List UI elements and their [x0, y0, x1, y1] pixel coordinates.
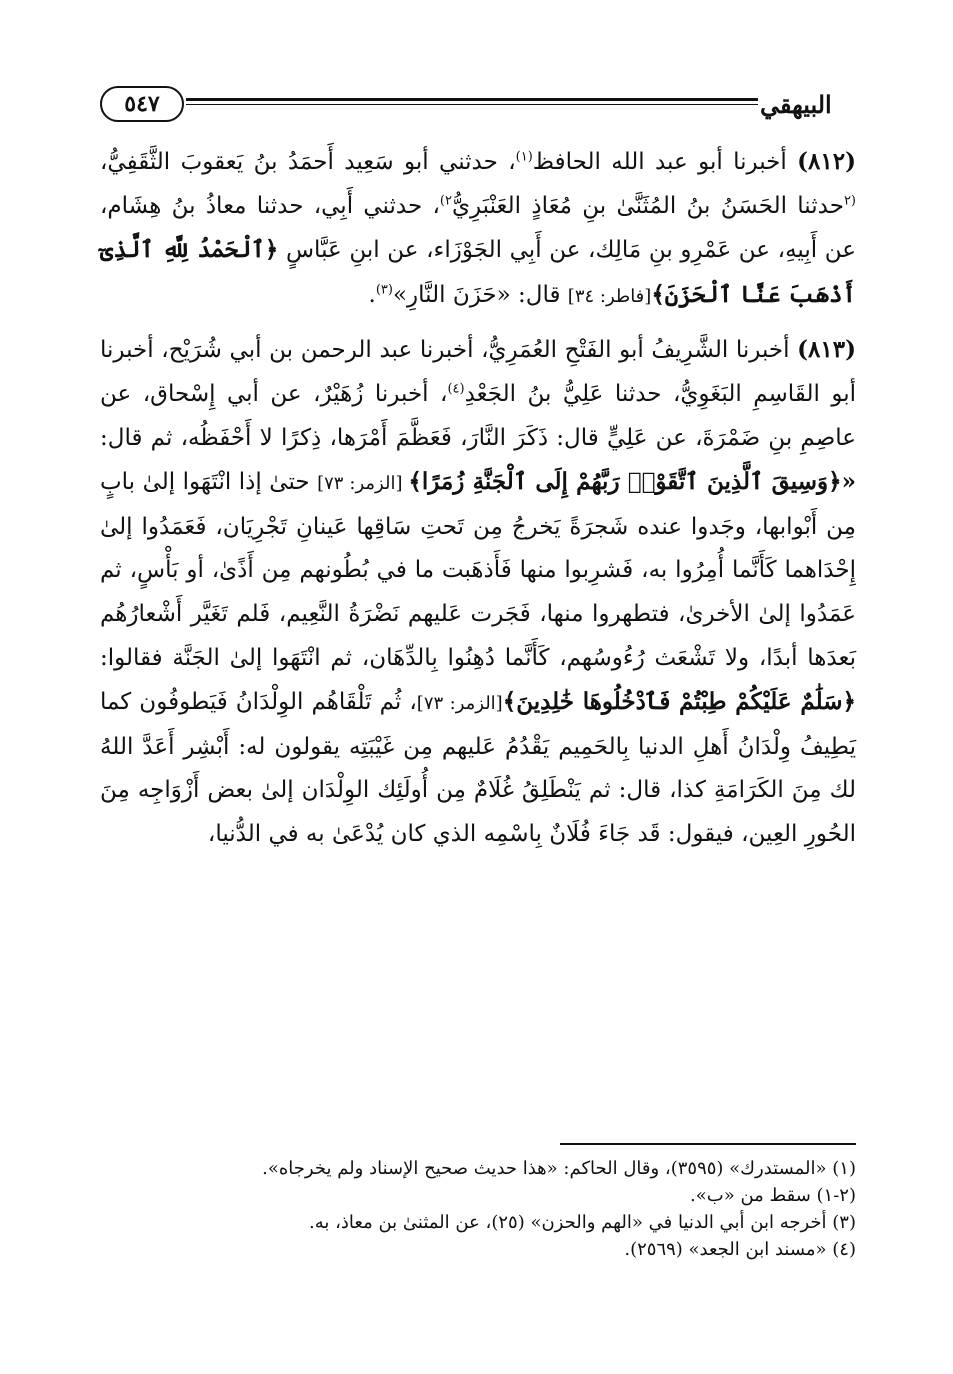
verse-reference: [الزمر: ٧٣] [317, 473, 409, 495]
footnote-marker: (٤) [447, 381, 465, 397]
text-run: ، حدثني أَبِي، حدثنا معاذُ بنُ هِشَام، عن أَبِيهِ، عن عَمْرِو بنِ مَالِك، عن أَبِي الجَوْزَاء، عن ابنِ عَبَّاسٍ [100, 192, 856, 264]
footnote-marker: (٣) [375, 282, 393, 298]
hadith-number: (٨١٢) [797, 148, 856, 175]
page-number: ٥٤٧ [100, 86, 184, 122]
hadith-paragraph [100, 140, 856, 318]
text-run: حتىٰ إذا انْتَهَوا إلىٰ بابٍ مِن أَبْوابها، وجَدوا عنده شَجرَةً يَخرجُ مِن تَحتِ سَاقِها عَينانِ تَجْرِيَان، فَعَمَدُوا إلىٰ إِحْدَاهما كَأَنَّما أُمِرُوا به، فَشرِبوا منها فَأَذهَبت ما في بُطُونهم مِن أَذًىٰ، أو بَأْسٍ، ثم عَمَدُوا إلىٰ الأخرىٰ، فتطهروا منها، فَجَرت عَليهم نَضْرَةُ النَّعِيم، فَلم تَغَيَّر أَشْعارُهُم بَعدَها أبدًا، ولا تَشْعَث رُءُوسُهم، كَأَنَّما دُهِنُوا بِالدِّهَان، ثم انْتَهَوا إلىٰ الجَنَّة فقالوا: [100, 469, 856, 671]
header-rule [186, 98, 758, 101]
footnote-separator [560, 1143, 856, 1145]
footnote: (١) «المستدرك» (٣٥٩٥)، وقال الحاكم: «هذا حديث صحيح الإسناد ولم يخرجاه». [262, 1158, 856, 1179]
text-run: . [368, 281, 376, 308]
quran-verse: «﴿وَسِيقَ ٱلَّذِينَ ٱتَّقَوْا۟ رَبَّهُمْ إِلَى ٱلْجَنَّةِ زُمَرًا﴾ [408, 468, 856, 496]
quran-verse: ﴿ٱلْحَمْدُ لِلَّهِ ٱلَّذِىٓ أَذْهَبَ عَنَّا ٱلْحَزَنَ﴾ [100, 236, 856, 308]
verse-reference: [فاطر: ٣٤] [567, 285, 652, 307]
footnote: (٣) أخرجه ابن أبي الدنيا في «الهم والحزن» (٢٥)، عن المثنىٰ بن معاذ، به. [308, 1212, 856, 1233]
text-run: ، أخبرنا زُهَيْرٌ، عن أبي إِسْحاق، عن عاصِمِ بنِ ضَمْرَةَ، عن عَلِيٍّ قال: ذَكَرَ النَّارَ، فَعَظَّمَ أَمْرَها، ذِكرًا لا أَحْفَظُه، ثم قال: [100, 380, 856, 451]
footnote: (٢-١) سقط من «ب». [690, 1185, 856, 1206]
text-run: أخبرنا الشَّرِيفُ أبو الفَتْحِ العُمَرِيُّ، أخبرنا عبد الرحمن بن أبي شُرَيْح، أخبرنا أبو القَاسِمِ البَغَوِيُّ، حدثنا عَلِيُّ بنُ الجَعْدِ [100, 337, 856, 407]
main-text [100, 140, 856, 857]
text-run: ، ثُم تَلْقَاهُم الوِلْدَانُ فَيَطوفُون كما يَطِيفُ وِلْدَانُ أَهلِ الدنيا بِالحَمِيم يَقْدُمُ عَليهم مِن غَيْبَتِه يقولون له: أَبْشِر أَعَدَّ اللهُ لك مِنَ الكَرَامَةِ كذا، قال: ثم يَنْطَلِقُ غُلَامٌ مِن أُولَئِك الوِلْدَان إلىٰ بعض أَزْوَاجِه مِنَ الحُورِ العِين، فيقول: قَد جَاءَ فُلَانٌ بِاسْمِه الذي كان يُدْعَىٰ به في الدُّنيا، [100, 689, 856, 847]
text-run: قال: «حَزَنَ النَّارِ» [392, 281, 568, 308]
header-rule-thin [186, 104, 758, 105]
quran-verse: ﴿سَلَٰمٌ عَلَيْكُمْ طِبْتُمْ فَٱدْخُلُوهَا خَٰلِدِينَ﴾ [502, 688, 856, 716]
footnote: (٤) «مسند ابن الجعد» (٢٥٦٩). [624, 1239, 856, 1260]
verse-reference: [الزمر: ٧٣] [416, 693, 503, 715]
footnotes [100, 1155, 856, 1263]
hadith-paragraph [100, 328, 856, 856]
book-title: البيهقي [760, 89, 832, 119]
footnote-marker: (١) [515, 149, 533, 165]
text-run: أخبرنا أبو عبد الله الحافظ [532, 149, 798, 175]
footnote-marker: ٢) [439, 192, 452, 208]
hadith-number: (٨١٣) [797, 336, 856, 364]
text-run: حدثنا الحَسَنُ بنُ المُثَنَّىٰ بنِ مُعَاذٍ العَنْبَرِيُّ [451, 192, 844, 219]
footnote-marker: (٢ [843, 192, 856, 208]
page-header [100, 84, 858, 128]
text-run: ، حدثني أبو سَعِيد أَحمَدُ بنُ يَعقوبَ الثَّقَفِيُّ، [100, 149, 516, 175]
